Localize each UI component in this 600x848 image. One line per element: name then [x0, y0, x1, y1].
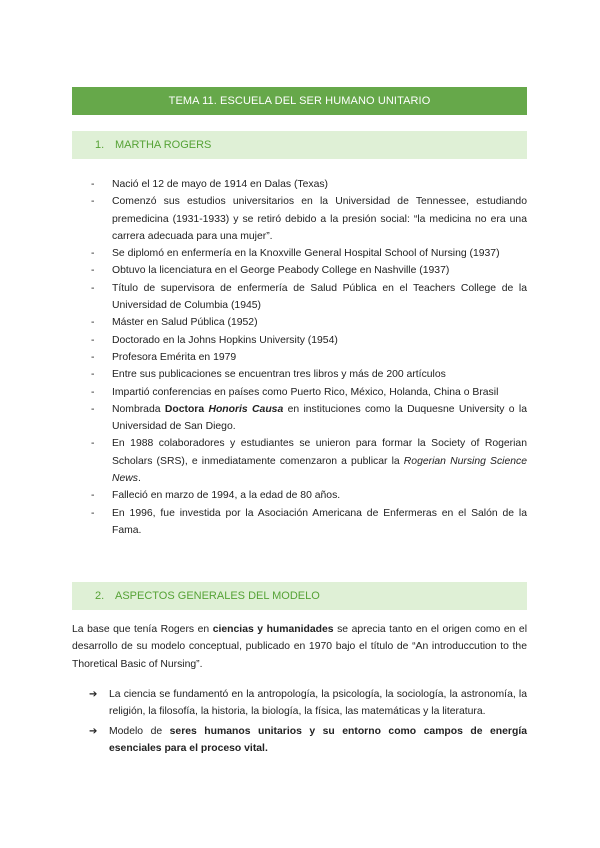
list-item: - Máster en Salud Pública (1952): [72, 314, 527, 331]
section-1-title: MARTHA ROGERS: [115, 139, 212, 151]
list-item: - En 1988 colaboradores y estudiantes se unieron para formar la Society of Rogerian Scholars (SRS), e inmediatamente comenzaron a publicar la Rogerian Nursing Science News.: [72, 435, 527, 487]
bold-text: seres humanos unitarios y su entorno como campos de energía esenciales para el proceso vital.: [109, 725, 527, 754]
list-item: - Entre sus publicaciones se encuentran tres libros y más de 200 artículos: [72, 366, 527, 383]
italic-text: Rogerian Nursing Science News: [112, 455, 527, 485]
list-item: - Comenzó sus estudios universitarios en la Universidad de Tennessee, estudiando premedicina (1931-1933) y se retiró debido a la presión social: “la medicina no era una carrera adecuada para una mujer”.: [72, 193, 527, 245]
list-item: - Nombrada Doctora Honoris Causa en instituciones como la Duquesne University o la Universidad de San Diego.: [72, 401, 527, 436]
list-item: - Profesora Emérita en 1979: [72, 349, 527, 366]
biography-list: [72, 176, 527, 539]
section-1-number: 1.: [95, 139, 105, 151]
list-item: ➔ Modelo de seres humanos unitarios y su entorno como campos de energía esenciales para el proceso vital.: [72, 723, 527, 758]
dash-bullet: -: [91, 369, 95, 381]
arrow-bullet-icon: ➔: [89, 725, 98, 737]
dash-bullet: -: [91, 351, 95, 363]
model-intro-paragraph: La base que tenía Rogers en ciencias y humanidades se aprecia tanto en el origen como en el desarrollo de su modelo conceptual, publicado en 1970 bajo el título de “An introduccution to the Thoretical Basic of Nursing”.: [72, 624, 528, 670]
arrow-bullet-icon: ➔: [89, 689, 98, 700]
section-2-number: 2.: [95, 590, 105, 602]
list-item: - Falleció en marzo de 1994, a la edad de 80 años.: [72, 487, 527, 504]
list-item: - En 1996, fue investida por la Asociación Americana de Enfermeras en el Salón de la Fama.: [72, 505, 527, 540]
dash-bullet: -: [91, 248, 95, 260]
dash-bullet: -: [91, 334, 95, 346]
dash-bullet: -: [91, 386, 95, 398]
list-item: - Se diplomó en enfermería en la Knoxville General Hospital School of Nursing (1937): [72, 245, 527, 262]
section-1-header: [72, 131, 527, 159]
list-item: - Impartió conferencias en países como Puerto Rico, México, Holanda, China o Brasil: [72, 384, 527, 401]
bold-text: Doctora: [164, 403, 209, 415]
chapter-title-bar: [72, 87, 527, 115]
dash-bullet: -: [91, 490, 95, 502]
list-item: - Obtuvo la licenciatura en el George Peabody College en Nashville (1937): [72, 262, 527, 279]
bold-text: ciencias y humanidades: [212, 624, 334, 635]
dash-bullet: -: [91, 403, 95, 415]
list-item: ➔ La ciencia se fundamentó en la antropología, la psicología, la sociología, la astronomía, la religión, la filosofía, la historia, la biología, la física, las matemáticas y la literatura.: [72, 686, 527, 721]
list-item: - Doctorado en la Johns Hopkins University (1954): [72, 332, 527, 349]
chapter-title: TEMA 11. ESCUELA DEL SER HUMANO UNITARIO: [168, 95, 431, 107]
dash-bullet: -: [91, 179, 95, 190]
dash-bullet: -: [91, 282, 95, 294]
section-2-title: ASPECTOS GENERALES DEL MODELO: [115, 590, 320, 602]
dash-bullet: -: [91, 438, 95, 450]
model-bullet-list: [72, 686, 527, 759]
dash-bullet: -: [91, 196, 95, 208]
list-item: - Nació el 12 de mayo de 1914 en Dalas (Texas): [72, 176, 527, 193]
dash-bullet: -: [91, 265, 95, 277]
dash-bullet: -: [91, 317, 95, 329]
list-item: - Título de supervisora de enfermería de Salud Pública en el Teachers College de la Universidad de Columbia (1945): [72, 280, 527, 315]
bold-italic-text: Honoris Causa: [208, 403, 284, 415]
section-2-header: [72, 582, 527, 610]
dash-bullet: -: [91, 507, 95, 519]
